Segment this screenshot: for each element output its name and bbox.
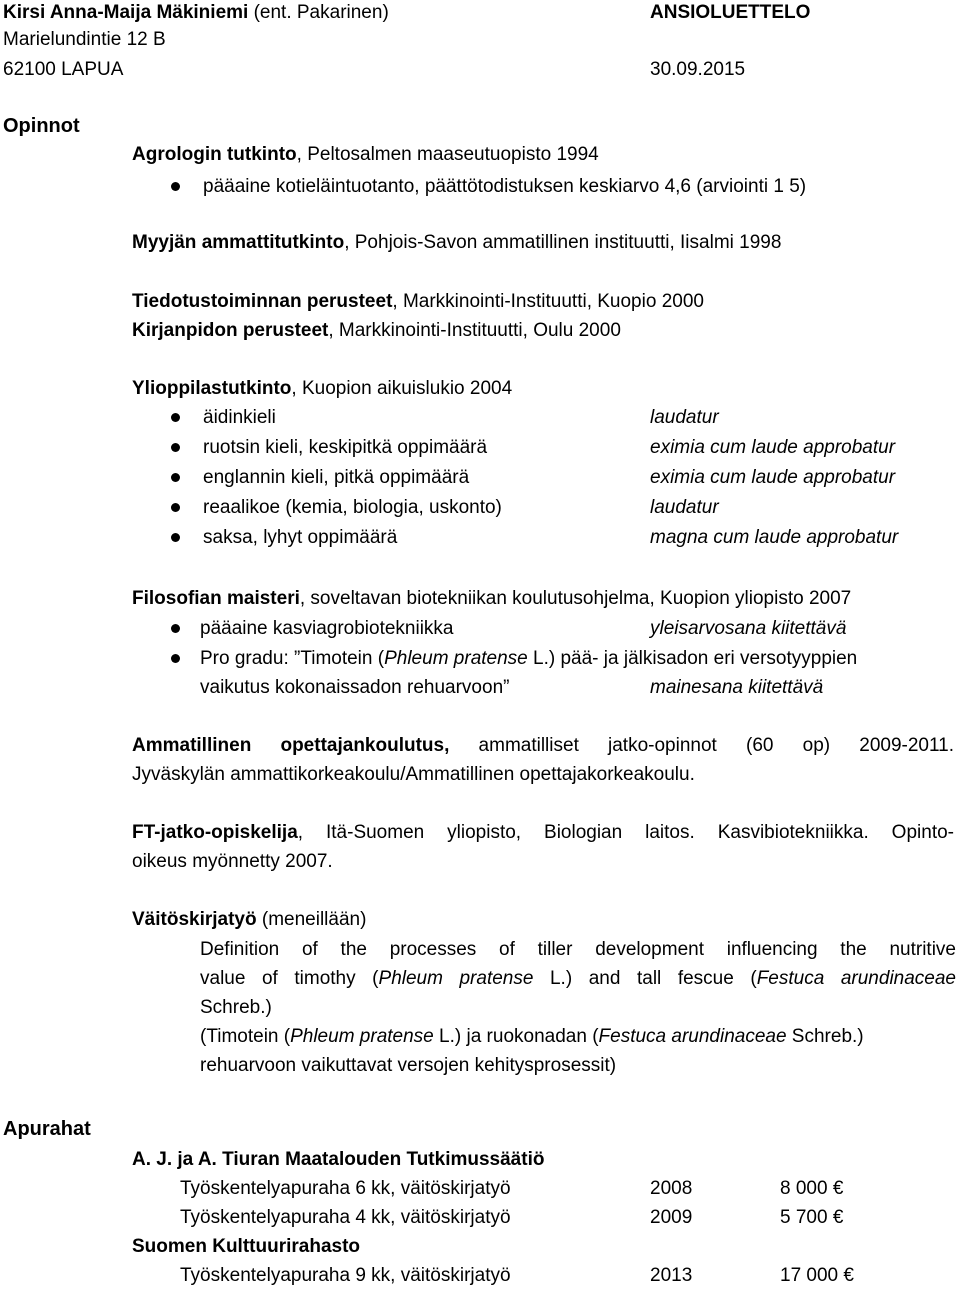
entry-detail: , Kuopion aikuislukio 2004 — [291, 378, 513, 399]
entry-opettaja — [132, 731, 954, 760]
grant-year: 2013 — [650, 1265, 693, 1286]
exam-grade: eximia cum laude approbatur — [650, 437, 896, 458]
bullet-icon — [171, 533, 180, 542]
entry-detail: ammatilliset jatko-opinnot (60 op) 2009-2011. — [449, 735, 954, 756]
entry-detail: , Markkinointi-Instituutti, Kuopio 2000 — [392, 291, 704, 312]
exam-grade: eximia cum laude approbatur — [650, 467, 896, 488]
bullet-icon — [171, 413, 180, 422]
grant-foundation: Suomen Kulttuurirahasto — [132, 1236, 361, 1257]
grant-description: Työskentelyapuraha 6 kk, väitöskirjatyö — [180, 1178, 511, 1199]
entry-title: Ammatillinen opettajankoulutus, — [132, 735, 450, 756]
exam-subject: reaalikoe (kemia, biologia, uskonto) — [203, 497, 502, 518]
entry-ylioppilas — [132, 374, 512, 403]
bullet-icon — [171, 473, 180, 482]
exam-grade: laudatur — [650, 497, 719, 518]
thesis-text: (Timotein ( — [200, 1026, 291, 1047]
exam-grade: laudatur — [650, 407, 719, 428]
entry-vaitoskirja — [132, 905, 366, 934]
species-name: Festuca arundinaceae — [598, 1026, 787, 1047]
agrologi-major: pääaine kotieläintuotanto, päättötodistuksen keskiarvo 4,6 (arviointi 1 5) — [203, 176, 807, 197]
thesis-text: value of timothy ( — [200, 968, 379, 989]
thesis-text: Schreb.) — [786, 1026, 864, 1047]
fm-gradu-line1 — [200, 644, 857, 673]
species-name: Phleum pratense — [378, 968, 534, 989]
bullet-icon — [171, 624, 180, 633]
entry-title: Agrologin tutkinto — [132, 144, 297, 165]
grant-amount: 8 000 € — [780, 1178, 844, 1199]
entry-title: Kirjanpidon perusteet — [132, 320, 329, 341]
document-title: ANSIOLUETTELO — [650, 2, 811, 23]
thesis-text: L.) and tall fescue ( — [533, 968, 757, 989]
species-name: Phleum pratense — [384, 648, 528, 669]
thesis-title-en-line3: Schreb.) — [200, 997, 272, 1018]
species-name: Phleum pratense — [290, 1026, 434, 1047]
entry-detail: , Markkinointi-Instituutti, Oulu 2000 — [328, 320, 621, 341]
postal-city: 62100 LAPUA — [3, 59, 124, 80]
grant-amount: 5 700 € — [780, 1207, 844, 1228]
entry-title: Ylioppilastutkinto — [132, 378, 292, 399]
entry-detail: , Itä-Suomen yliopisto, Biologian laitos. Kasvibiotekniikka. Opinto- — [297, 822, 954, 843]
cv-name — [3, 0, 389, 26]
entry-title: Filosofian maisteri — [132, 588, 300, 609]
entry-detail: , Pohjois-Savon ammatillinen instituutti, Iisalmi 1998 — [344, 232, 782, 253]
thesis-title-fi-line1 — [200, 1022, 864, 1051]
fm-major-grade: yleisarvosana kiitettävä — [650, 618, 847, 639]
entry-title: Väitöskirjatyö — [132, 909, 257, 930]
grant-description: Työskentelyapuraha 4 kk, väitöskirjatyö — [180, 1207, 511, 1228]
fm-gradu-grade: mainesana kiitettävä — [650, 677, 824, 698]
species-name: Festuca arundinaceae — [756, 968, 956, 989]
exam-grade: magna cum laude approbatur — [650, 527, 899, 548]
section-heading-studies: Opinnot — [3, 115, 80, 137]
bullet-icon — [171, 654, 180, 663]
gradu-text: L.) pää- ja jälkisadon eri versotyyppien — [527, 648, 858, 669]
thesis-text: L.) ja ruokonadan ( — [433, 1026, 599, 1047]
person-name: Kirsi Anna-Maija Mäkiniemi — [3, 2, 249, 23]
entry-ft — [132, 818, 954, 847]
fm-gradu-line2: vaikutus kokonaissadon rehuarvoon” — [200, 677, 510, 698]
entry-fm — [132, 584, 851, 613]
thesis-title-en-line1: Definition of the processes of tiller development influencing the nutritive — [200, 939, 956, 960]
exam-subject: englannin kieli, pitkä oppimäärä — [203, 467, 470, 488]
exam-subject: äidinkieli — [203, 407, 276, 428]
exam-subject: saksa, lyhyt oppimäärä — [203, 527, 398, 548]
bullet-icon — [171, 443, 180, 452]
entry-tiedotus — [132, 287, 704, 316]
gradu-text: Pro gradu: ”Timotein ( — [200, 648, 385, 669]
exam-subject: ruotsin kieli, keskipitkä oppimäärä — [203, 437, 488, 458]
entry-agrologi — [132, 140, 599, 169]
bullet-icon — [171, 182, 180, 191]
opettaja-line2: Jyväskylän ammattikorkeakoulu/Ammatillinen opettajakorkeakoulu. — [132, 764, 695, 785]
fm-major: pääaine kasviagrobiotekniikka — [200, 618, 454, 639]
grant-amount: 17 000 € — [780, 1265, 854, 1286]
entry-detail: , soveltavan biotekniikan koulutusohjelma, Kuopion yliopisto 2007 — [299, 588, 852, 609]
grant-year: 2009 — [650, 1207, 693, 1228]
section-heading-grants: Apurahat — [3, 1118, 91, 1140]
entry-kirjanpito — [132, 316, 621, 345]
entry-detail: , Peltosalmen maaseutuopisto 1994 — [296, 144, 599, 165]
grant-foundation: A. J. ja A. Tiuran Maatalouden Tutkimussäätiö — [132, 1149, 545, 1170]
entry-myyja — [132, 228, 781, 257]
thesis-title-fi-line2: rehuarvoon vaikuttavat versojen kehitysprosessit) — [200, 1055, 617, 1076]
thesis-title-en-line2 — [200, 964, 956, 993]
entry-title: FT-jatko-opiskelija — [132, 822, 298, 843]
grant-year: 2008 — [650, 1178, 693, 1199]
former-name: (ent. Pakarinen) — [248, 2, 389, 23]
entry-title: Myyjän ammattitutkinto — [132, 232, 345, 253]
document-date: 30.09.2015 — [650, 59, 746, 80]
grant-description: Työskentelyapuraha 9 kk, väitöskirjatyö — [180, 1265, 511, 1286]
entry-detail: (meneillään) — [256, 909, 367, 930]
bullet-icon — [171, 503, 180, 512]
ft-line2: oikeus myönnetty 2007. — [132, 851, 333, 872]
entry-title: Tiedotustoiminnan perusteet — [132, 291, 393, 312]
street-address: Marielundintie 12 B — [3, 29, 166, 50]
